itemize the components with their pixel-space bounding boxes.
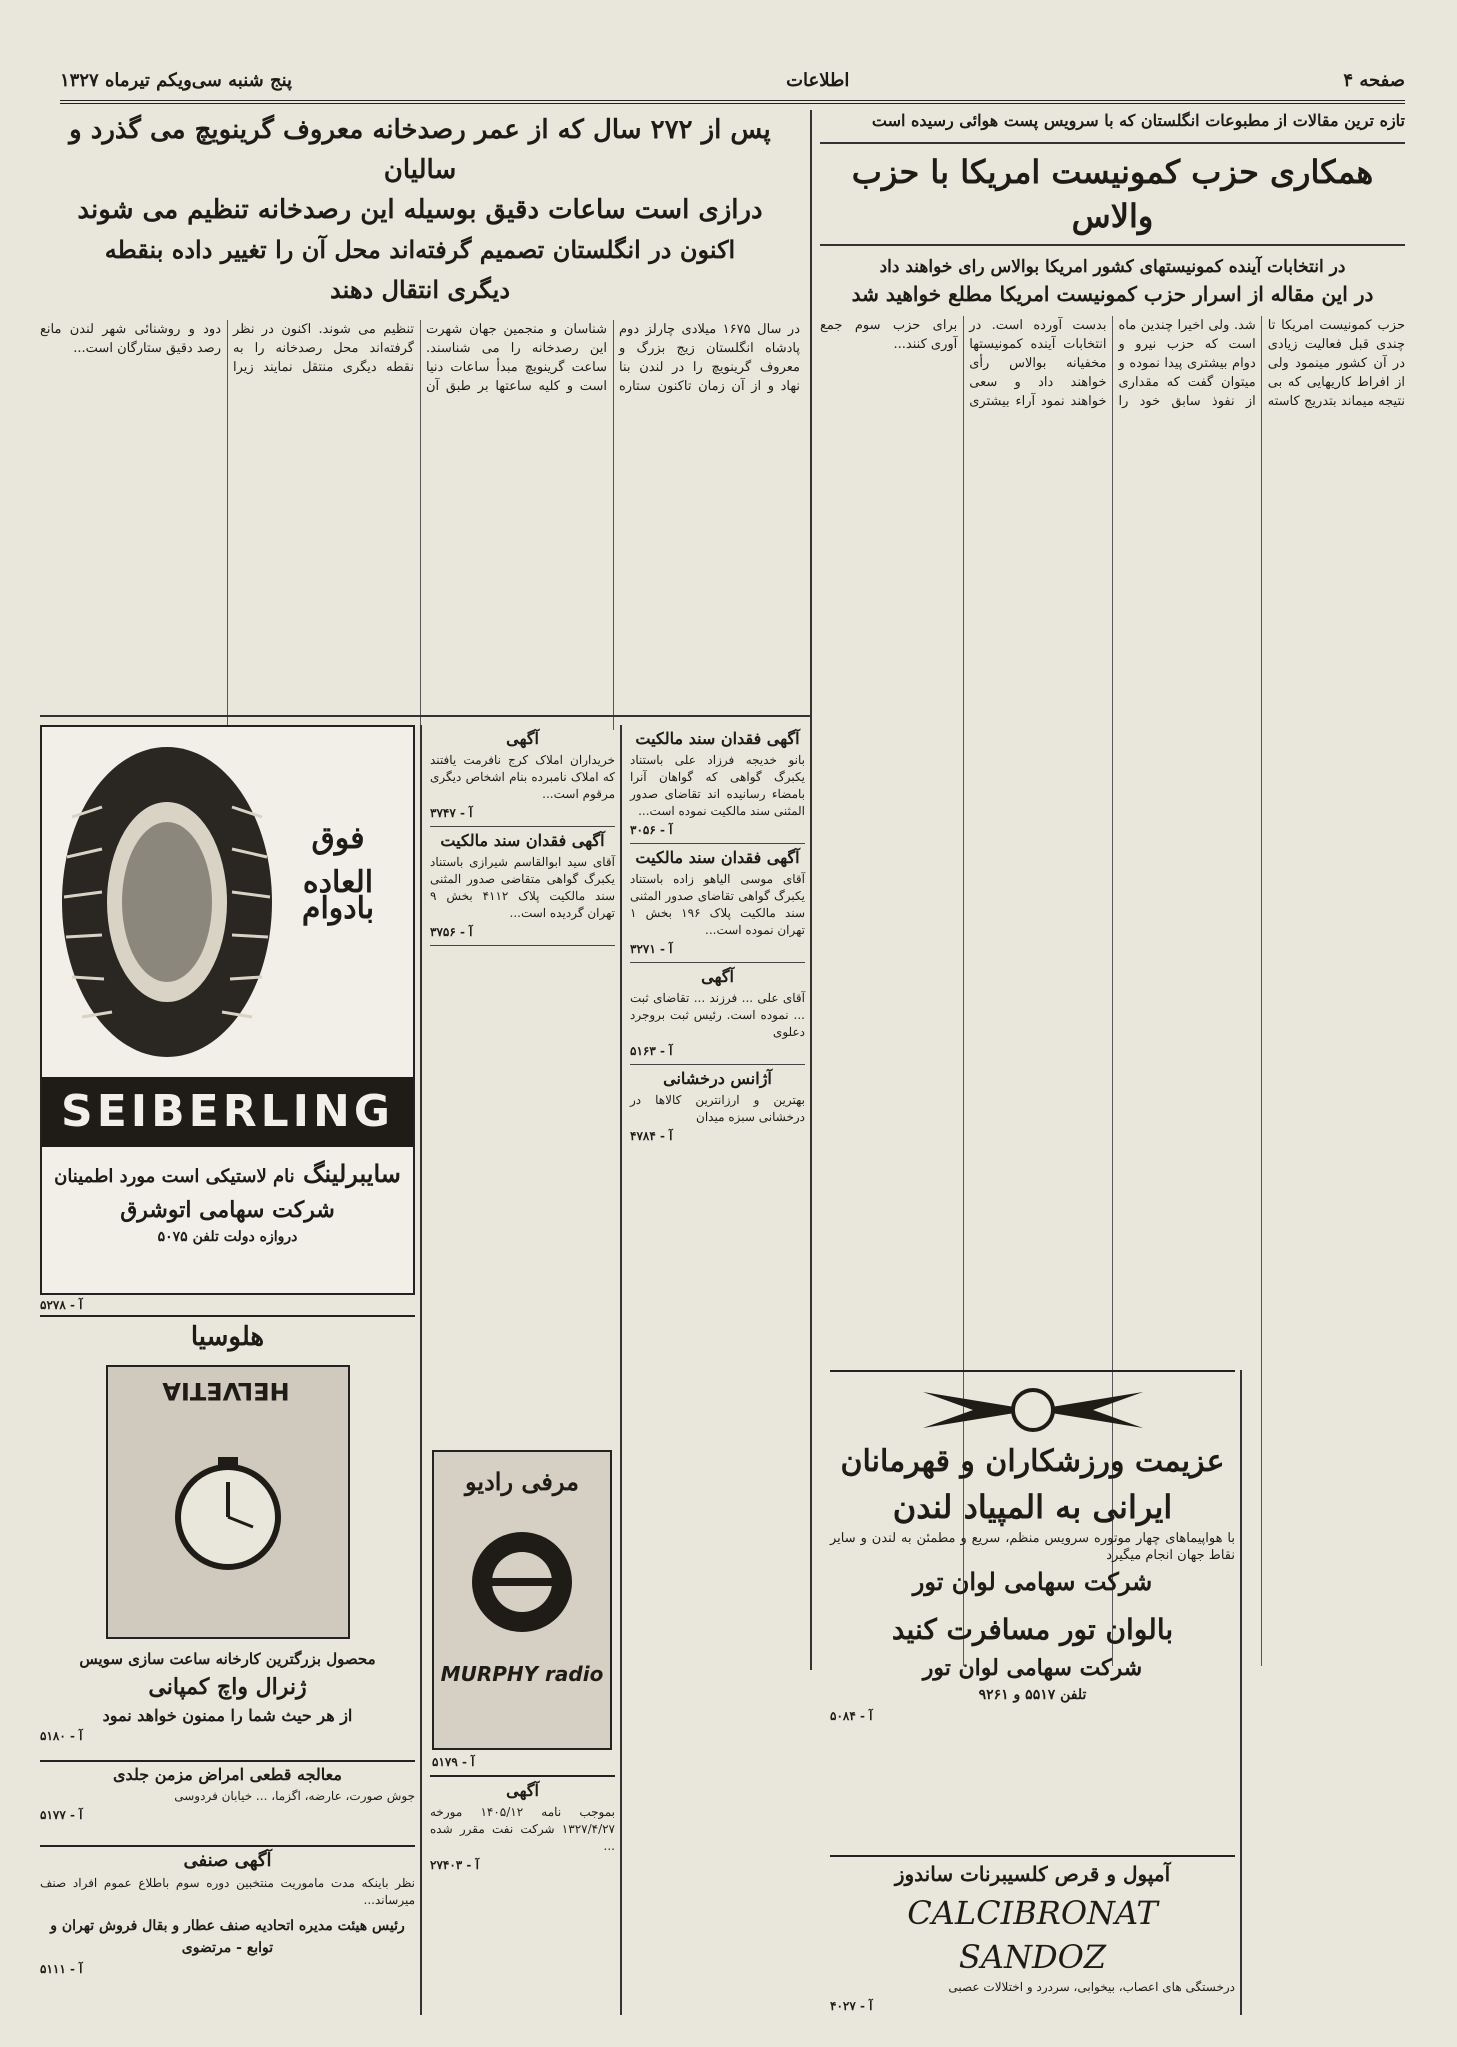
olympiad-text: با هواپیماهای چهار موتوره سرویس منظم، سریع و مطمئن به لندن و سایر نقاط جهان انجام میگیرد xyxy=(830,1531,1235,1563)
notice-text: بهترین و ارزانترین کالاها در درخشانی سبزه میدان xyxy=(630,1093,805,1124)
article-subhead-1: در انتخابات آینده کمونیستهای کشور امریکا بوالاس رای خواهند داد xyxy=(879,257,1346,277)
newspaper-name: اطلاعات xyxy=(786,69,850,91)
notice-title: آگهی xyxy=(701,967,734,986)
notice-ref: ۳۲۷۱ - آ xyxy=(630,942,673,956)
helvetia-picture xyxy=(106,1365,350,1639)
notice-text: بانو خدیجه فرزاد علی باستناد یکبرگ گواهی که گواهان آنرا بامضاء رسانیده اند تقاضای صدور المثنی سند مالکیت نموده است... xyxy=(630,753,805,818)
column-rule xyxy=(810,110,812,1670)
greenwich-headline-1: پس از ۲۷۲ سال که از عمر رصدخانه معروف گرینویچ می گذرد و سالیان xyxy=(69,115,771,185)
notice-1 xyxy=(430,831,615,946)
olympiad-company: شرکت سهامی لوان تور xyxy=(912,1567,1153,1596)
helvetia-ref: ۵۱۸۰ - آ xyxy=(40,1729,83,1743)
notice-text: خریداران املاک کرج نافرمت یافتند که املاک نامبرده بنام اشخاص دیگری مرقوم است... xyxy=(430,753,615,801)
greenwich-headline-4: دیگری انتقال دهند xyxy=(329,275,511,304)
notice-title: آژانس درخشانی xyxy=(663,1069,772,1088)
olympiad-headline-2: ایرانی به المپیاد لندن xyxy=(892,1488,1173,1526)
radio-icon xyxy=(434,1522,610,1642)
seiberling-brand: SEIBERLING xyxy=(42,1077,413,1147)
sandoz-brand: CALCIBRONAT SANDOZ xyxy=(907,1894,1158,1976)
notice-2 xyxy=(630,729,805,844)
notice-ref: ۳۰۵۶ - آ xyxy=(630,823,673,837)
notice-ref: ۳۷۵۶ - آ xyxy=(430,925,473,939)
notice-6 xyxy=(630,1069,805,1143)
article-headline: همکاری حزب کمونیست امریکا با حزب والاس xyxy=(820,142,1405,246)
page-number: صفحه ۴ xyxy=(1343,69,1405,91)
skin-ad-title: معالجه قطعی امراض مزمن جلدی xyxy=(113,1765,342,1784)
notice-title: آگهی فقدان سند مالکیت xyxy=(440,831,605,850)
section-rule xyxy=(40,715,810,717)
column-rule xyxy=(620,725,622,2015)
helvetia-line-3: از هر حیث شما را ممنون خواهد نمود xyxy=(102,1706,353,1725)
sandoz-ref: ۴۰۲۷ - آ xyxy=(830,1999,873,2013)
notice-4 xyxy=(430,1775,615,2015)
column-rule xyxy=(420,725,422,2015)
olympiad-ref: ۵۰۸۴ - آ xyxy=(830,1709,873,1723)
helvetia-line-1: محصول بزرگترین کارخانه ساعت سازی سویس xyxy=(79,1650,376,1668)
murphy-logo: MURPHY radio xyxy=(440,1662,604,1686)
olympiad-ad xyxy=(830,1370,1235,1850)
article-kicker: تازه ترین مقالات از مطبوعات انگلستان که با سرویس پست هوائی رسیده است xyxy=(871,111,1405,130)
notice-title: آگهی فقدان سند مالکیت xyxy=(635,848,800,867)
left-article xyxy=(35,110,800,710)
notice-ref: ۴۷۸۴ - آ xyxy=(630,1129,673,1143)
notice-title: آگهی xyxy=(506,729,539,748)
notices-column-b xyxy=(630,725,805,2015)
seiberling-ref: ۵۲۷۸ - آ xyxy=(40,1298,83,1312)
olympiad-headline-1: عزیمت ورزشکاران و قهرمانان xyxy=(840,1444,1225,1479)
masthead xyxy=(60,60,1405,104)
notice-ref: ۲۷۴۰۳ - آ xyxy=(430,1858,479,1872)
skin-ad-text: جوش صورت، عارضه، اگزما، ... خیابان فردوسی xyxy=(174,1789,415,1803)
notice-text: بموجب نامه ۱۴۰۵/۱۲ مورخه ۱۳۲۷/۴/۲۷ شرکت نفت مقرر شده ... xyxy=(430,1805,615,1853)
sandoz-text: درخستگی های اعصاب، بیخوابی، سردرد و اختلالات عصبی xyxy=(948,1980,1235,1994)
olympiad-phone: تلفن ۵۵۱۷ و ۹۲۶۱ xyxy=(978,1687,1087,1703)
seiberling-slogan-2: بادوام xyxy=(301,891,375,926)
greenwich-headline-3: اکنون در انگلستان تصمیم گرفته‌اند محل آن را تغییر داده بنقطه xyxy=(104,235,736,264)
notice-text: آقای علی ... فرزند ... تقاضای ثبت ... نموده است. رئیس ثبت بروجرد دعلوی xyxy=(630,991,805,1039)
murphy-ref: ۵۱۷۹ - آ xyxy=(432,1755,475,1769)
issue-date: پنج شنبه سی‌ویکم تیرماه ۱۳۲۷ xyxy=(60,69,293,91)
seiberling-address: دروازه دولت تلفن ۵۰۷۵ xyxy=(157,1229,298,1245)
notice-ref: ۳۷۴۷ - آ xyxy=(430,806,473,820)
notice-text: آقای سید ابوالقاسم شیرازی باستناد یکبرگ گواهی متقاضی صدور المثنی سند مالکیت پلاک ۴۱۱۲ بخش ۹ تهران گردیده است... xyxy=(430,855,615,920)
watch-icon xyxy=(168,1457,288,1577)
seiberling-tagline: نام لاستیکی است مورد اطمینان xyxy=(54,1166,295,1187)
helvetia-ad xyxy=(40,1315,415,1755)
notices-column-a xyxy=(430,725,615,1445)
olympiad-closing: بالوان تور مسافرت کنید xyxy=(891,1613,1174,1646)
skin-ad-ref: ۵۱۷۷ - آ xyxy=(40,1808,83,1822)
sanaati-signature: رئیس هیئت مدیره اتحادیه صنف عطار و بقال فروش تهران و توابع - مرتضوی xyxy=(50,1918,405,1956)
notice-title: آگهی فقدان سند مالکیت xyxy=(635,729,800,748)
seiberling-ad xyxy=(40,725,415,1295)
helvetia-title: هلوسیا xyxy=(190,1322,265,1352)
helvetia-logo: HELVETIA xyxy=(161,1377,290,1405)
article-subhead-2: در این مقاله از اسرار حزب کمونیست امریکا مطلع خواهید شد xyxy=(851,282,1374,306)
notice-ref: ۵۱۶۳ - آ xyxy=(630,1044,673,1058)
skin-ad xyxy=(40,1760,415,1840)
notice-5 xyxy=(630,967,805,1065)
olympiad-company-2: شرکت سهامی لوان تور xyxy=(922,1655,1143,1681)
sanaati-ad xyxy=(40,1845,415,2015)
column-rule xyxy=(1240,1370,1242,2015)
sanaati-ref: ۵۱۱۱ - آ xyxy=(40,1962,83,1976)
greenwich-body: در سال ۱۶۷۵ میلادی چارلز دوم پادشاه انگلستان زیج بزرگ و معروف گرینویچ را در لندن بنا نهاد و از آن زمان تاکنون ستاره شناسان و منجمین جهان شهرت این رصدخانه را می شناسند. ساعت گرینویچ مبدأ ساعات دنیا است و کلیه ساعتها بر طبق آن تنظیم می شوند. اکنون در نظر گرفته‌اند محل رصدخانه را به نقطه دیگری منتقل نمایند زیرا دود و روشنائی شهر لندن مانع رصد دقیق ستارگان است... xyxy=(35,322,800,394)
seiberling-brand-fa: سایبرلینگ xyxy=(303,1159,401,1188)
notice-text: آقای موسی الیاهو زاده باستناد یکبرگ گواهی تقاضای صدور المثنی سند مالکیت پلاک ۱۹۶ بخش ۱ تهران نموده است... xyxy=(630,872,805,937)
murphy-ad xyxy=(432,1450,612,1750)
sanaati-text: نظر باینکه مدت ماموریت منتخبین دوره سوم باطلاع عموم افراد صنف میرساند... xyxy=(40,1876,415,1907)
sanaati-title: آگهی صنفی xyxy=(183,1850,272,1871)
sandoz-ad xyxy=(830,1855,1235,2015)
murphy-title: مرفی رادیو xyxy=(465,1467,579,1496)
seiberling-footer xyxy=(42,1157,413,1248)
sandoz-title: آمپول و قرص کلسیبرنات ساندوز xyxy=(894,1862,1171,1886)
seiberling-slogan-1: فوق العاده xyxy=(302,821,374,900)
notice-3 xyxy=(630,848,805,963)
greenwich-headline-2: درازی است ساعات دقیق بوسیله این رصدخانه تنظیم می شوند xyxy=(77,195,763,225)
tire-icon xyxy=(52,737,282,1067)
article-body: حزب کمونیست امریکا تا چندی قبل فعالیت زیادی در آن کشور مینمود ولی از افراط کاریهایی که بی نتیجه میماند بتدریج کاسته شد. ولی اخیرا چندین ماه است که حزب نیرو و دوام بیشتری پیدا نموده و میتوان گفت که مقداری از نفوذ سابق خود را بدست آورده است. در انتخابات آینده کمونیستها مخفیانه بوالاس رأی خواهند داد و سعی خواهند نمود آراء بیشتری برای حزب سوم جمع آوری کنند... xyxy=(815,318,1405,409)
notice-0 xyxy=(430,729,615,827)
helvetia-line-2: ژنرال واچ کمپانی xyxy=(148,1674,307,1700)
wings-icon xyxy=(830,1380,1235,1440)
notice-title: آگهی xyxy=(506,1781,539,1800)
seiberling-agent: شرکت سهامی اتوشرق xyxy=(120,1197,335,1223)
